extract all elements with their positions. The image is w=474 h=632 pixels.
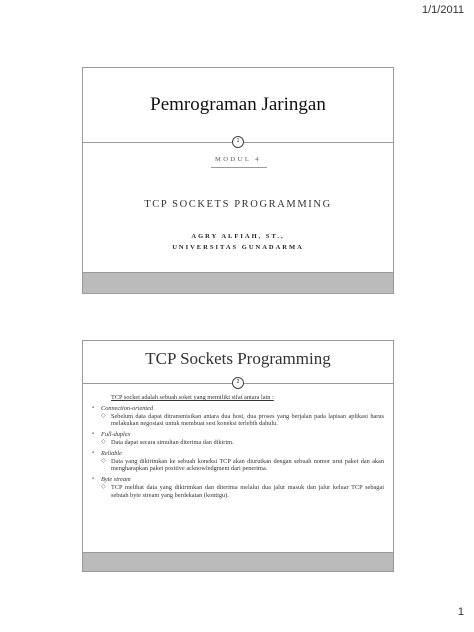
list-item-heading: ▪ Connection-oriented — [91, 405, 384, 413]
list-item-text: ◇ TCP melihat data yang dikirimkan dan diterima melalui dua jalur masuk dan jalur keluar TCP sebagai sebuah byte stream yang berdekatan (kontigu). — [91, 484, 384, 500]
slide-subtitle: TCP SOCKETS PROGRAMMING — [144, 199, 332, 210]
list-item-text: ◇ Data yang dikirimkan ke sebuah koneksi TCP akan diurutkan dengan sebuah nomor urut paket dan akan mengharapkan paket positive acknowledgment dari penerima. — [91, 458, 384, 474]
list-item-heading: ▪ Byte stream — [91, 476, 384, 484]
author-name: AGRY ALFIAH, ST., — [191, 233, 285, 240]
list-item-text: ◇ Sebelum data dapat ditransmisikan antara dua host, dua proses yang berjalan pada lapisan aplikasi harus melakukan negosiasi untuk membuat sesi koneksi terlebih dahulu. — [91, 413, 384, 429]
slide-footer-bar — [83, 272, 393, 293]
slide-number-badge: 2 — [232, 377, 244, 389]
slide-footer-bar — [83, 552, 393, 571]
slide-body — [91, 394, 384, 500]
slide-1 — [82, 67, 394, 294]
slide-number-badge: 1 — [232, 136, 244, 148]
institution-name: UNIVERSITAS GUNADARMA — [172, 244, 304, 251]
module-underline — [211, 167, 267, 168]
module-label: MODUL 4 — [215, 156, 261, 163]
intro-text: TCP socket adalah sebuah soket yang memiliki sifat antara lain : — [111, 394, 274, 401]
page-number: 1 — [457, 606, 464, 618]
list-item-text: ◇ Data dapat secara simultan diterima dan dikirim. — [91, 439, 384, 447]
list-item-heading: ▪ Full-duplex — [91, 431, 384, 439]
slide-2 — [82, 340, 394, 572]
list-item-heading: ▪ Reliable — [91, 450, 384, 458]
slide-title: TCP Sockets Programming — [145, 349, 331, 368]
slide-title: Pemrograman Jaringan — [150, 94, 326, 115]
page-date: 1/1/2011 — [421, 4, 464, 16]
